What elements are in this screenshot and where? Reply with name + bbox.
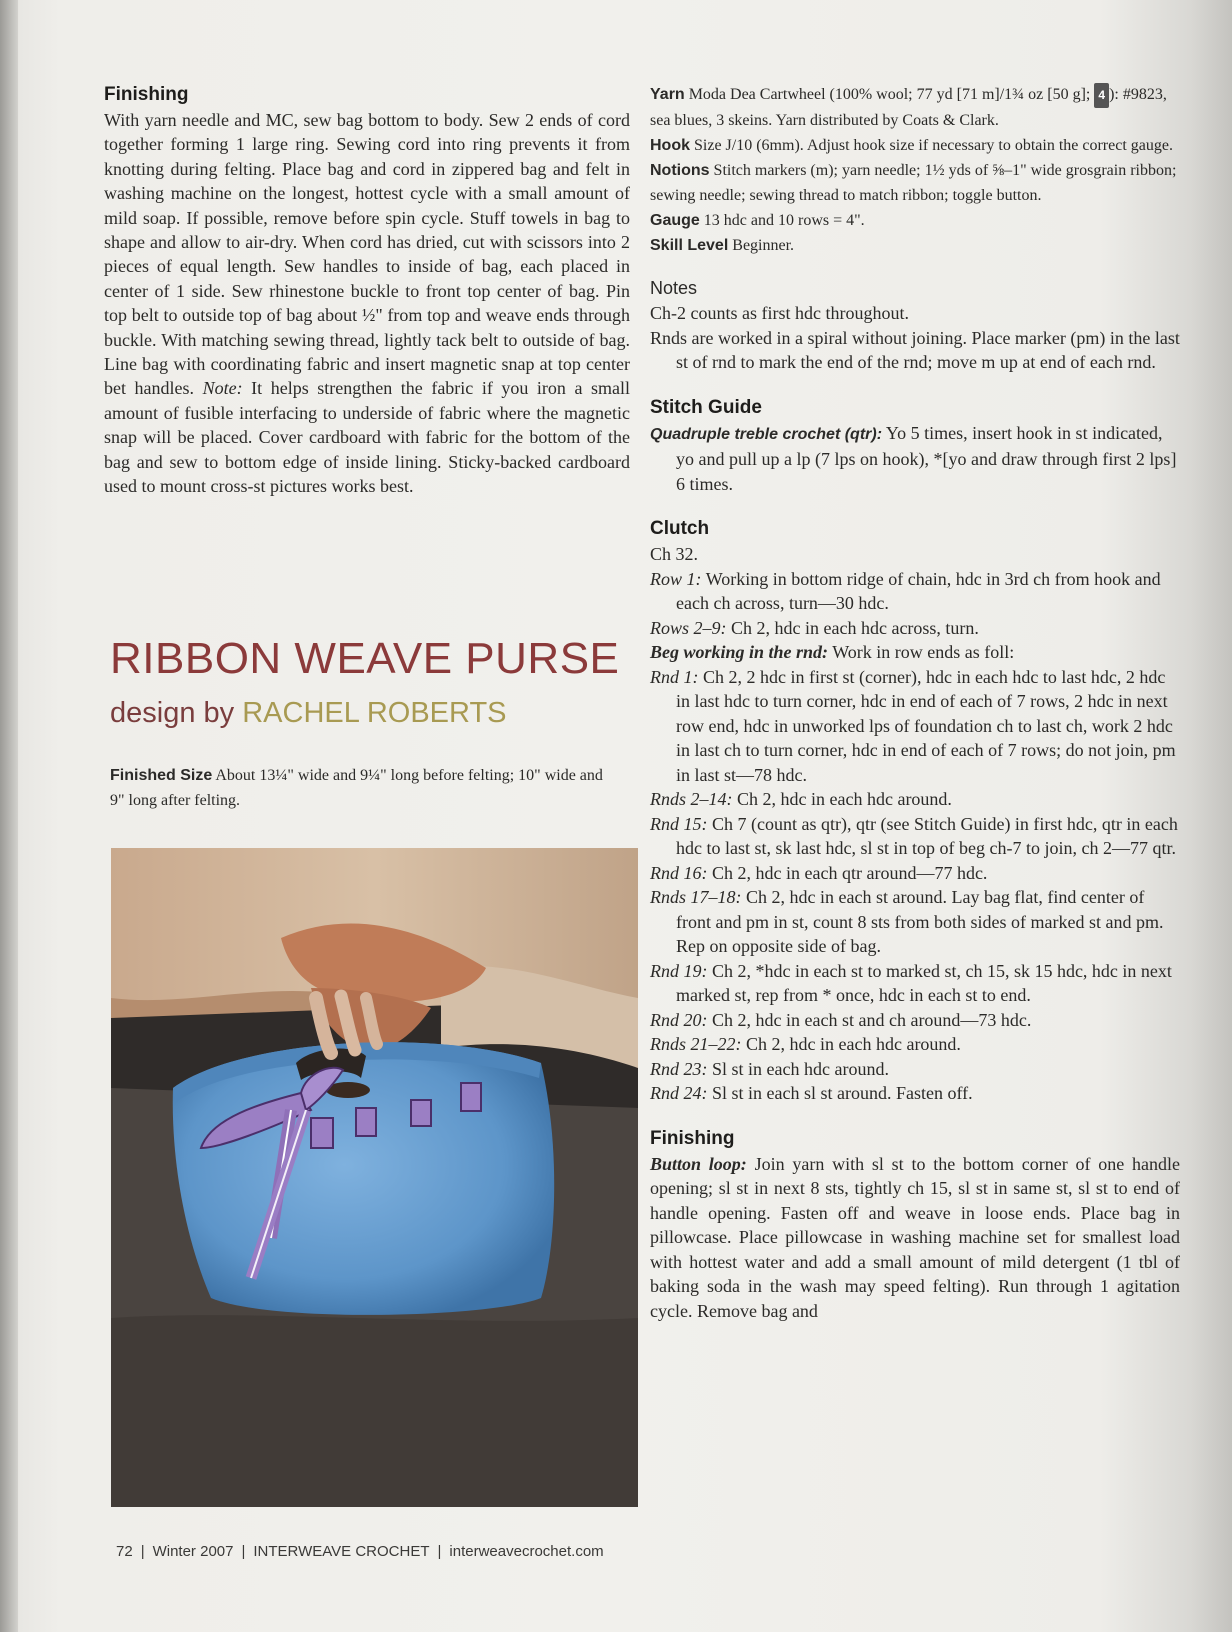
clutch-row <box>650 567 1180 616</box>
row-label: Rnds 17–18: <box>650 887 742 907</box>
notions-text: Stitch markers (m); yarn needle; 1½ yds of ⅝–1" wide grosgrain ribbon; sewing needle; sewing thread to match ribbon; toggle button. <box>650 162 1177 204</box>
designer-name: RACHEL ROBERTS <box>242 697 507 729</box>
clutch-row <box>650 812 1180 861</box>
row-label: Rnd 24: <box>650 1083 708 1103</box>
gauge-text: 13 hdc and 10 rows = 4". <box>703 212 865 229</box>
issue-date: Winter 2007 <box>152 1543 234 1560</box>
clutch-row <box>650 861 1180 886</box>
row-text: Ch 2, hdc in each st and ch around—73 hdc. <box>712 1009 1032 1030</box>
designer-byline <box>110 697 630 730</box>
button-loop-text: Join yarn with sl st to the bottom corner of one handle opening; sl st in next 8 sts, tightly ch 15, sl st in same st, sl st to end of handle opening. Fasten off and weave in loose ends. Place bag in pillowcase. Place pillowcase in washing machine set for smallest load with hottest water and add a small amount of mild detergent (1 tbl of baking soda in the wash may speed felting). Run through 1 agitation cycle. Remove bag and <box>650 1153 1180 1321</box>
hook-spec <box>650 133 1180 158</box>
yarn-weight-badge: 4 <box>1094 83 1109 108</box>
row-text: Ch 2, 2 hdc in first st (corner), hdc in each hdc to last hdc, 2 hdc in last hdc to turn corner, hdc in end of each of 7 rows, 2 hdc in next row end, hdc in unworked lps of foundation ch to last ch, work 2 hdc in last ch to turn corner, hdc in end of each of 7 rows; do not join, pm in last st—78 hdc. <box>676 666 1176 785</box>
finished-size-label: Finished Size <box>110 767 213 784</box>
finishing-note-text: It helps strengthen the fabric if you iron a small amount of fusible interfacing to underside of fabric where the magnetic snap will be placed. Cover cardboard with fabric for the bottom of the bag and sew to bottom edge of inside lining. Sticky-backed cardboard used to mount cross-st pictures works best. <box>104 378 631 497</box>
clutch-row <box>650 1032 1180 1057</box>
row-text: Ch 2, hdc in each hdc around. <box>737 789 952 809</box>
page-footer: 72 | Winter 2007 | INTERWEAVE CROCHET | interweavecrochet.com <box>116 1543 604 1560</box>
finishing-paragraph <box>104 108 630 499</box>
row-text: Ch 2, hdc in each qtr around—77 hdc. <box>712 862 988 883</box>
finished-size-text: About 13¼" wide and 9¼" long before felting; 10" wide and 9" long after felting. <box>110 767 603 809</box>
finishing-text: With yarn needle and MC, sew bag bottom to body. Sew 2 ends of cord together forming 1 large ring. Sewing cord into ring prevents it from knotting during felting. Place bag and cord in zippered bag and felt in washing machine on the longest, hottest cycle with a small amount of mild soap. If possible, remove before spin cycle. Stuff towels in bag to shape and allow to air-dry. When cord has dried, cut with scissors into 2 pieces of equal length. Sew handles to inside of bag, each placed in center of 1 side. Sew rhinestone buckle to front top center of bag. Pin top belt to outside top of bag about ½" from top and weave ends through buckle. With matching sewing thread, lightly tack belt to outside of bag. Line bag with coordinating fabric and insert magnetic snap at top center bet handles. <box>104 110 630 399</box>
clutch-row <box>650 787 1180 812</box>
row-label: Rnd 15: <box>650 813 708 834</box>
stitch-guide-text: Yo 5 times, insert hook in st indicated, yo and pull up a lp (7 lps on hook), *[yo and draw through first 2 lps] 6 times. <box>676 422 1177 494</box>
gauge-label: Gauge <box>650 212 700 229</box>
button-loop-label: Button loop: <box>650 1153 747 1174</box>
row-label: Row 1: <box>650 568 702 589</box>
row-label: Rnd 20: <box>650 1009 708 1030</box>
row-text: Sl st in each sl st around. Fasten off. <box>712 1083 973 1103</box>
page-spine-shadow <box>0 0 18 1632</box>
row-text: Work in row ends as foll: <box>832 642 1015 662</box>
magazine-name: INTERWEAVE CROCHET <box>253 1543 430 1560</box>
hook-text: Size J/10 (6mm). Adjust hook size if necessary to obtain the correct gauge. <box>694 137 1173 154</box>
row-text: Ch 2, hdc in each hdc around. <box>746 1034 961 1054</box>
finishing-heading-right: Finishing <box>650 1127 735 1149</box>
skill-label: Skill Level <box>650 237 729 254</box>
page-number: 72 <box>116 1543 133 1560</box>
notions-label: Notions <box>650 162 710 179</box>
skill-spec <box>650 233 1180 258</box>
row-label: Rnds 21–22: <box>650 1034 742 1054</box>
finishing-heading: Finishing <box>104 84 189 105</box>
row-text: Working in bottom ridge of chain, hdc in 3rd ch from hook and each ch across, turn—30 hdc. <box>676 568 1161 613</box>
yarn-spec <box>650 82 1180 133</box>
clutch-row <box>650 1057 1180 1082</box>
purse-photo-illustration <box>111 848 638 1507</box>
clutch-row <box>650 665 1180 788</box>
clutch-heading: Clutch <box>650 518 710 539</box>
yarn-text2: ): #9823, sea blues, 3 skeins. Yarn distributed by Coats & Clark. <box>650 86 1167 129</box>
clutch-row <box>650 1008 1180 1033</box>
row-label: Rnd 16: <box>650 862 708 883</box>
button-loop-paragraph <box>650 1152 1180 1324</box>
note-item: Ch-2 counts as first hdc throughout. <box>650 303 909 323</box>
row-label: Rnd 1: <box>650 666 699 687</box>
row-label: Rnd 23: <box>650 1058 708 1079</box>
byline-prefix: design by <box>110 697 235 729</box>
row-text: Ch 2, hdc in each st around. Lay bag flat, find center of front and pm in st, count 8 sts from both sides of marked st and pm. Rep on opposite side of bag. <box>676 887 1164 956</box>
finished-size <box>110 763 620 813</box>
row-text: Sl st in each hdc around. <box>712 1058 889 1079</box>
yarn-label: Yarn <box>650 86 685 103</box>
row-label: Rnd 19: <box>650 960 708 981</box>
stitch-guide-entry <box>650 421 1180 497</box>
purse-photo <box>111 848 638 1507</box>
notes-heading: Notes <box>650 278 698 298</box>
magazine-url: interweavecrochet.com <box>449 1543 604 1560</box>
row-label: Rnds 2–14: <box>650 789 733 809</box>
stitch-guide-heading: Stitch Guide <box>650 396 762 418</box>
hook-label: Hook <box>650 137 690 154</box>
pattern-title: RIBBON WEAVE PURSE <box>110 634 620 683</box>
row-text: Ch 7 (count as qtr), qtr (see Stitch Guide) in first hdc, qtr in each hdc to last st, sk last hdc, sl st in top of beg ch-7 to join, ch 2—77 qtr. <box>676 813 1178 858</box>
skill-text: Beginner. <box>732 237 795 254</box>
notions-spec <box>650 158 1180 208</box>
clutch-row <box>650 959 1180 1008</box>
stitch-guide-label: Quadruple treble crochet (qtr): <box>650 425 883 443</box>
note-item: Rnds are worked in a spiral without joining. Place marker (pm) in the last st of rnd to mark the end of the rnd; move m up at end of each rnd. <box>650 327 1180 372</box>
yarn-text: Moda Dea Cartwheel (100% wool; 77 yd [71 m]/1¾ oz [50 g]; <box>688 86 1091 103</box>
clutch-row <box>650 616 1180 641</box>
row-label: Rows 2–9: <box>650 617 727 638</box>
clutch-row <box>650 1081 1180 1106</box>
row-label: Beg working in the rnd: <box>650 642 829 662</box>
left-column <box>104 84 630 499</box>
clutch-row <box>650 885 1180 959</box>
finishing-note-label: Note: <box>202 378 243 399</box>
row-text: Ch 2, hdc in each hdc across, turn. <box>731 617 979 638</box>
clutch-intro: Ch 32. <box>650 544 699 564</box>
clutch-row <box>650 640 1180 665</box>
right-column <box>650 82 1180 1323</box>
gauge-spec <box>650 208 1180 233</box>
row-text: Ch 2, *hdc in each st to marked st, ch 15, sk 15 hdc, hdc in next marked st, rep from * once, hdc in each st to end. <box>676 960 1172 1005</box>
